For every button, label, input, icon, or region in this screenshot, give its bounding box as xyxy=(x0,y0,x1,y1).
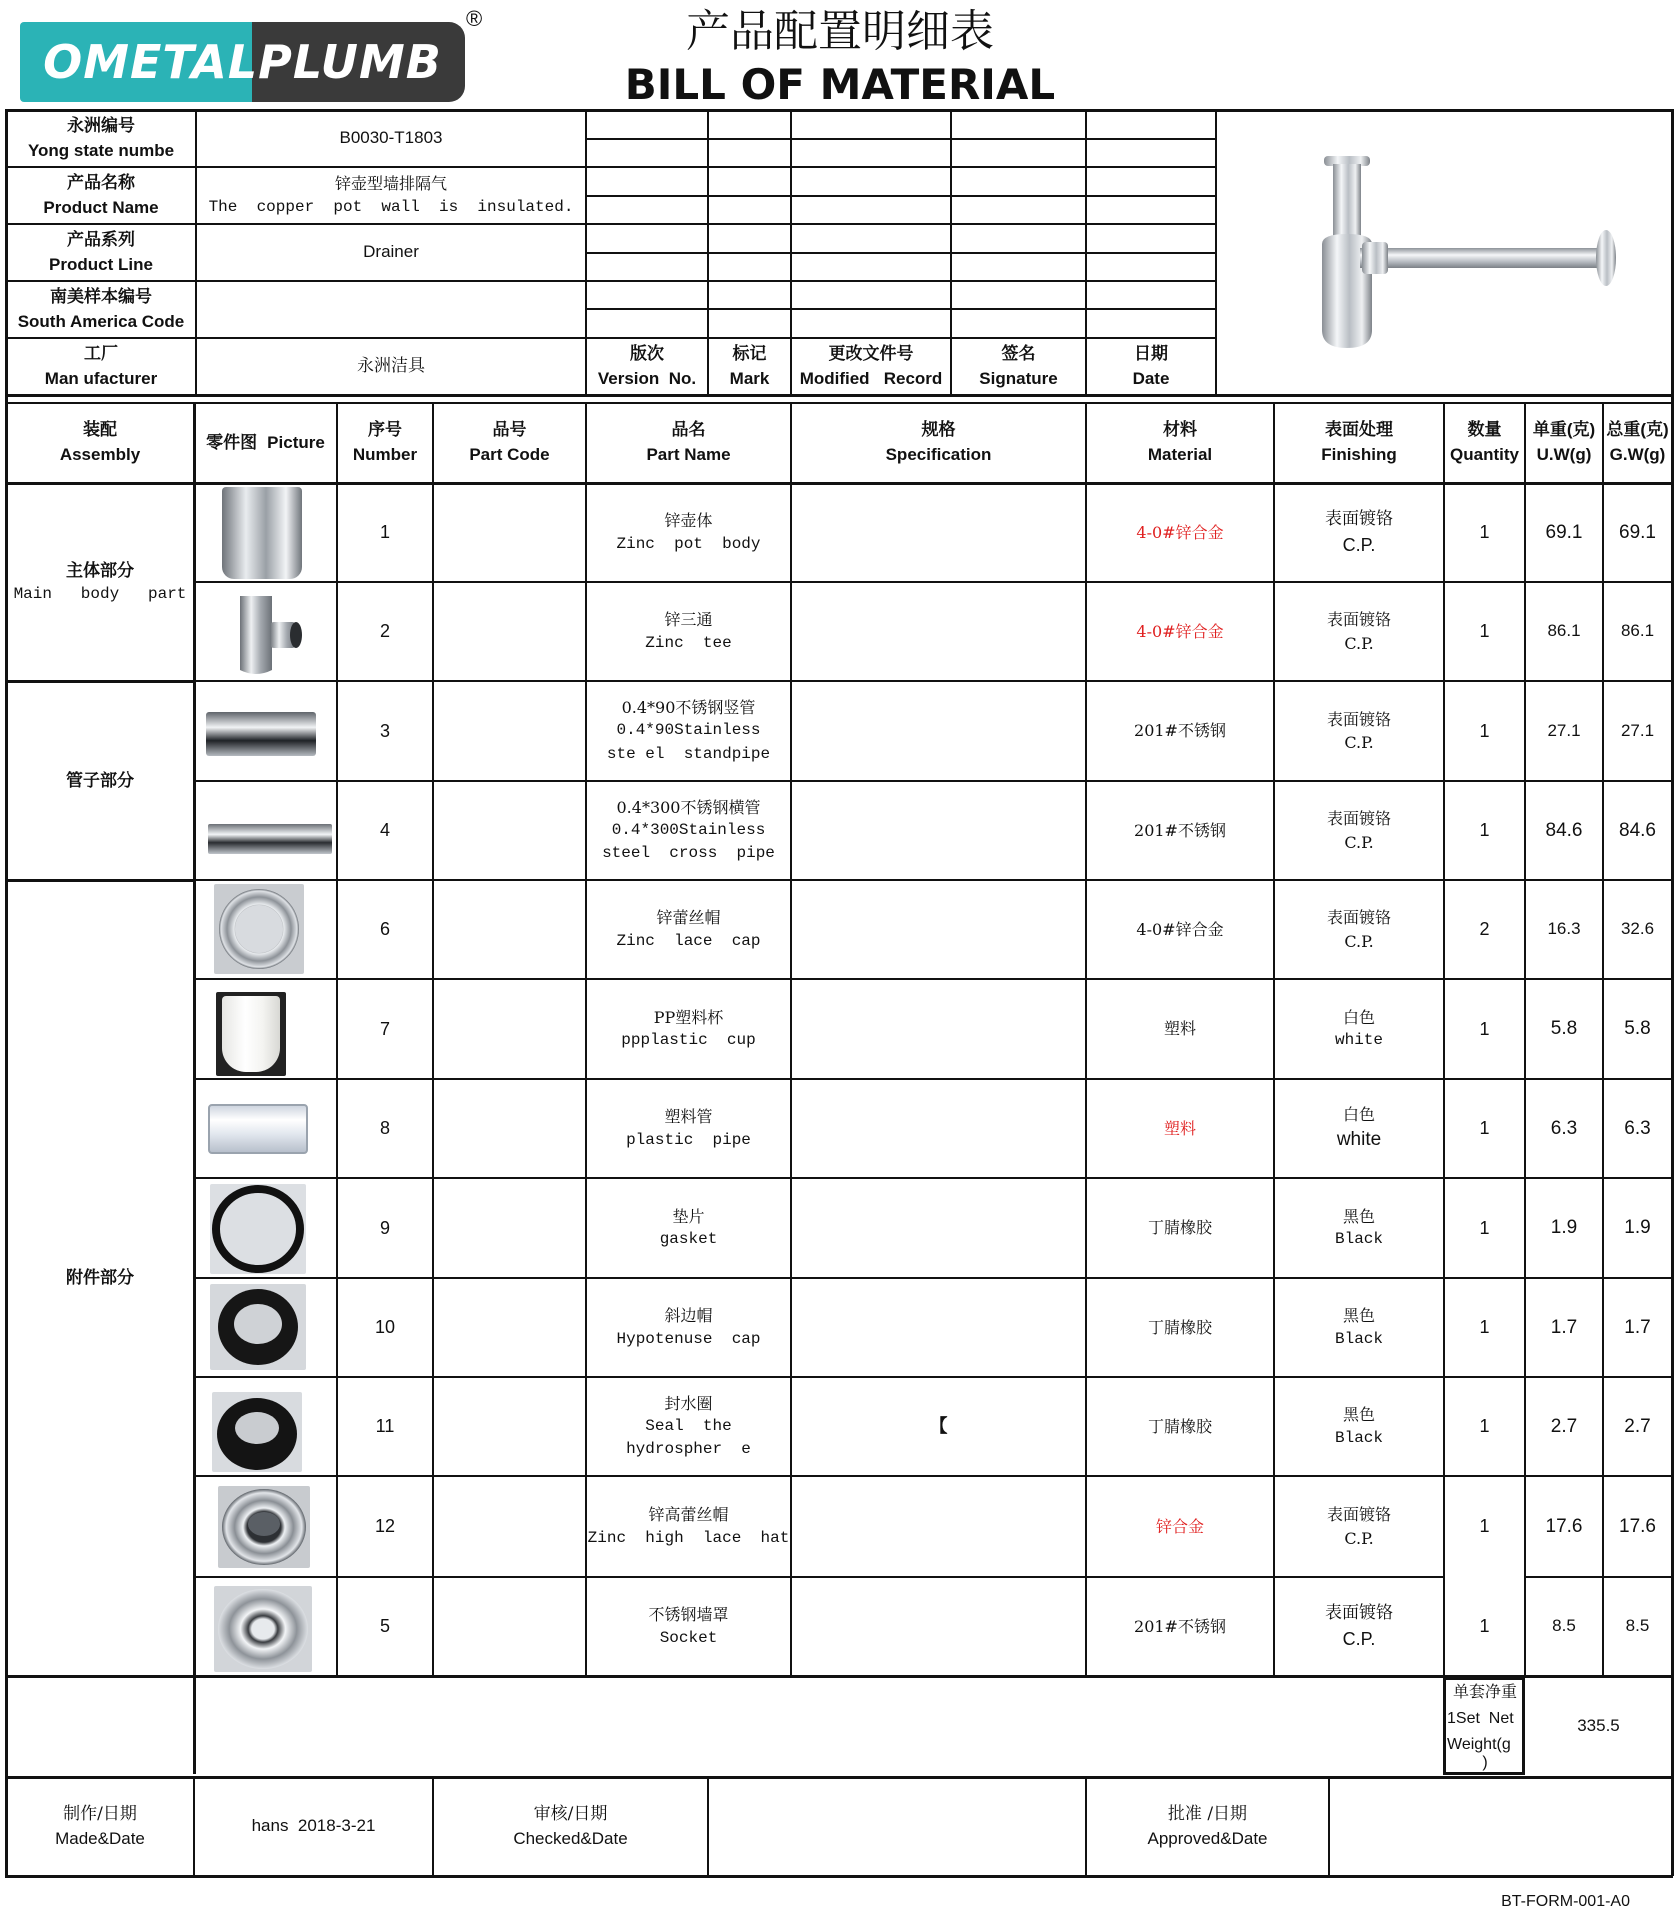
row-part-code xyxy=(434,1378,585,1475)
row-material: 丁腈橡胶 xyxy=(1147,1218,1212,1238)
footer-made-label: 制作/日期 Made&Date xyxy=(55,1803,145,1848)
row-spec xyxy=(792,583,1085,680)
logo-text-right: PLUMB xyxy=(258,35,442,89)
row-material: 锌合金 xyxy=(1155,1516,1204,1536)
row-part-code xyxy=(434,1279,585,1376)
row-part-name: 锌高蕾丝帽 Zinc high lace hat xyxy=(587,1505,790,1547)
row-gross-weight: 6.3 xyxy=(1624,1117,1651,1139)
row-quantity: 1 xyxy=(1479,522,1490,543)
row-unit-weight: 6.3 xyxy=(1550,1117,1578,1139)
row-material: 201#不锈钢 xyxy=(1134,820,1226,840)
product-photo xyxy=(1300,150,1630,370)
row-number: 8 xyxy=(379,1118,390,1139)
row-unit-weight: 2.7 xyxy=(1550,1415,1578,1437)
row-part-code xyxy=(434,881,585,978)
row-finishing: 白色 white xyxy=(1334,1007,1383,1049)
footer-made-value: hans 2018-3-21 xyxy=(251,1816,376,1836)
form-code: BT-FORM-001-A0 xyxy=(1501,1893,1630,1910)
row-unit-weight: 1.9 xyxy=(1550,1217,1578,1239)
row-number: 10 xyxy=(374,1317,396,1338)
row-number: 7 xyxy=(379,1018,390,1039)
row-part-code xyxy=(434,1080,585,1177)
row-spec xyxy=(792,1477,1085,1576)
row-part-name: 锌壶体 Zinc pot body xyxy=(616,511,761,553)
col-material: 材料 Material xyxy=(1147,420,1213,464)
col-finishing: 表面处理 Finishing xyxy=(1321,420,1397,464)
title-en: BILL OF MATERIAL xyxy=(624,59,1056,109)
group-accessories: 附件部分 xyxy=(66,1268,134,1288)
value-manufacturer: 永洲洁具 xyxy=(357,356,425,377)
row-number: 11 xyxy=(375,1416,395,1437)
footer-checked-label: 审核/日期 Checked&Date xyxy=(513,1803,628,1848)
row-spec xyxy=(792,881,1085,978)
row-gross-weight: 86.1 xyxy=(1620,621,1655,641)
col-part-name: 品名 Part Name xyxy=(646,420,731,464)
row-spec: 【 xyxy=(929,1416,948,1437)
part-picture xyxy=(214,1586,312,1672)
row-part-name: 垫片 gasket xyxy=(659,1206,718,1248)
footer-approved-value xyxy=(1330,1778,1671,1875)
row-part-code xyxy=(434,583,585,680)
part-picture xyxy=(210,1284,306,1370)
row-part-code xyxy=(434,1179,585,1277)
row-spec xyxy=(792,1279,1085,1376)
row-gross-weight: 1.7 xyxy=(1624,1316,1651,1338)
row-gross-weight: 27.1 xyxy=(1620,720,1655,740)
row-material: 塑料 xyxy=(1163,1118,1196,1138)
col-gross-weight: 总重(克) G.W(g) xyxy=(1606,420,1669,464)
label-south-america-code: 南美样本编号 South America Code xyxy=(17,286,185,331)
row-finishing: 黑色 Black xyxy=(1334,1306,1383,1348)
part-picture xyxy=(218,1486,310,1568)
row-material: 201#不锈钢 xyxy=(1134,721,1226,741)
col-assembly: 装配 Assembly xyxy=(59,420,141,464)
row-gross-weight: 84.6 xyxy=(1619,819,1656,841)
row-part-code xyxy=(434,782,585,879)
row-part-code xyxy=(434,980,585,1078)
row-quantity: 1 xyxy=(1479,1416,1490,1437)
row-part-name: 不锈钢墙罩 Socket xyxy=(648,1605,729,1647)
row-spec xyxy=(792,980,1085,1078)
row-number: 3 xyxy=(379,720,390,741)
row-number: 2 xyxy=(379,621,390,642)
logo-text-left: OMETAL xyxy=(43,35,259,89)
footer-checked-value xyxy=(709,1778,1085,1875)
row-material: 201#不锈钢 xyxy=(1134,1616,1226,1636)
row-part-code xyxy=(434,682,585,780)
row-unit-weight: 5.8 xyxy=(1550,1018,1578,1040)
row-unit-weight: 1.7 xyxy=(1550,1316,1578,1338)
row-part-code xyxy=(434,1477,585,1576)
row-unit-weight: 69.1 xyxy=(1545,521,1583,543)
row-quantity: 1 xyxy=(1479,621,1490,642)
row-number: 12 xyxy=(374,1516,396,1537)
part-picture xyxy=(210,1184,306,1274)
row-part-name: 锌蕾丝帽 Zinc lace cap xyxy=(616,908,761,950)
part-picture-cup xyxy=(222,996,280,1072)
row-gross-weight: 8.5 xyxy=(1625,1616,1650,1636)
revision-signature-header: 签名 Signature xyxy=(979,343,1058,388)
value-product-name: 锌壶型墙排隔气 The copper pot wall is insulated. xyxy=(208,174,574,216)
col-number: 序号 Number xyxy=(352,420,418,464)
row-number: 4 xyxy=(379,820,390,841)
row-part-name: 封水圈 Seal the hydrospher e xyxy=(626,1393,751,1459)
row-spec xyxy=(792,1179,1085,1277)
row-quantity: 1 xyxy=(1479,1616,1490,1637)
row-unit-weight: 84.6 xyxy=(1545,819,1583,841)
part-picture xyxy=(208,824,332,854)
row-material: 塑料 xyxy=(1163,1019,1196,1039)
row-material: 4-0#锌合金 xyxy=(1136,919,1224,939)
row-quantity: 1 xyxy=(1479,820,1490,841)
label-manufacturer: 工厂 Man ufacturer xyxy=(44,343,158,388)
group-pipe: 管子部分 xyxy=(66,770,134,790)
revision-modified-header: 更改文件号 Modified Record xyxy=(799,343,943,388)
row-part-name: 塑料管 plastic pipe xyxy=(626,1107,751,1149)
row-finishing: 黑色 Black xyxy=(1334,1206,1383,1248)
row-part-name: 锌三通 Zinc tee xyxy=(645,610,732,652)
row-part-name: 斜边帽 Hypotenuse cap xyxy=(616,1306,761,1348)
part-picture xyxy=(208,1104,308,1154)
part-picture xyxy=(222,487,302,579)
row-finishing: 表面镀铬 C.P. xyxy=(1325,1603,1393,1649)
row-material: 4-0#锌合金 xyxy=(1136,621,1224,641)
value-south-america-code xyxy=(197,282,585,337)
row-spec xyxy=(792,1578,1085,1675)
row-unit-weight: 16.3 xyxy=(1547,919,1581,939)
col-specification: 规格 Specification xyxy=(885,420,992,464)
col-unit-weight: 单重(克) U.W(g) xyxy=(1532,420,1596,464)
value-yong-state-no: B0030-T1803 xyxy=(339,128,443,148)
row-finishing: 表面镀铬 C.P. xyxy=(1326,709,1391,752)
row-quantity: 1 xyxy=(1479,1317,1490,1338)
row-unit-weight: 86.1 xyxy=(1547,621,1581,641)
row-gross-weight: 2.7 xyxy=(1624,1415,1651,1437)
row-number: 1 xyxy=(379,522,390,543)
row-unit-weight: 8.5 xyxy=(1552,1616,1576,1636)
row-finishing: 黑色 Black xyxy=(1334,1405,1383,1447)
value-product-line: Drainer xyxy=(363,242,419,262)
label-product-name: 产品名称 Product Name xyxy=(43,172,159,217)
row-gross-weight: 69.1 xyxy=(1619,521,1656,543)
footer-approved-label: 批准 /日期 Approved&Date xyxy=(1147,1803,1268,1848)
row-part-name: 0.4*300不锈钢横管 0.4*300Stainless steel cross pipe xyxy=(602,797,775,863)
row-gross-weight: 5.8 xyxy=(1624,1018,1651,1040)
revision-version-header: 版次 Version No. xyxy=(597,343,697,388)
row-number: 5 xyxy=(379,1616,390,1637)
row-finishing: 表面镀铬 C.P. xyxy=(1325,509,1393,555)
part-picture xyxy=(214,884,304,974)
part-picture xyxy=(220,588,310,678)
title-cn: 产品配置明细表 xyxy=(686,6,994,58)
row-spec xyxy=(792,484,1085,581)
row-part-name: PP塑料杯 ppplastic cup xyxy=(621,1007,756,1049)
label-product-line: 产品系列 Product Line xyxy=(49,229,153,274)
col-quantity: 数量 Quantity xyxy=(1450,420,1519,464)
row-gross-weight: 17.6 xyxy=(1619,1515,1656,1537)
row-finishing: 表面镀铬 C.P. xyxy=(1326,1505,1391,1548)
row-number: 6 xyxy=(379,919,390,940)
row-material: 丁腈橡胶 xyxy=(1147,1416,1212,1436)
row-spec xyxy=(792,782,1085,879)
row-material: 丁腈橡胶 xyxy=(1147,1317,1212,1337)
row-number: 9 xyxy=(379,1217,390,1238)
col-part-code: 品号 Part Code xyxy=(469,420,550,464)
group-main-body: 主体部分 Main body part xyxy=(13,560,187,604)
row-finishing: 表面镀铬 C.P. xyxy=(1326,908,1391,951)
row-gross-weight: 32.6 xyxy=(1620,919,1655,939)
row-finishing: 表面镀铬 C.P. xyxy=(1326,809,1391,852)
row-finishing: 白色 white xyxy=(1336,1105,1382,1151)
row-quantity: 1 xyxy=(1479,720,1490,741)
net-weight-value: 335.5 xyxy=(1577,1715,1620,1735)
row-spec xyxy=(792,1080,1085,1177)
col-picture: 零件图 Picture xyxy=(206,432,325,452)
label-yong-state-no: 永洲编号 Yong state numbe xyxy=(27,115,175,160)
row-quantity: 1 xyxy=(1479,1118,1490,1139)
row-quantity: 2 xyxy=(1479,919,1490,940)
part-picture xyxy=(206,712,316,756)
row-part-code xyxy=(434,1578,585,1675)
company-logo xyxy=(20,22,465,102)
row-quantity: 1 xyxy=(1479,1217,1490,1238)
revision-mark-header: 标记 Mark xyxy=(729,343,770,388)
revision-date-header: 日期 Date xyxy=(1132,343,1170,388)
net-weight-label: 单套净重 1Set Net Weight(g ) xyxy=(1447,1684,1517,1771)
registered-mark: ® xyxy=(466,6,483,31)
row-gross-weight: 1.9 xyxy=(1624,1217,1651,1239)
row-finishing: 表面镀铬 C.P. xyxy=(1326,610,1391,653)
part-picture xyxy=(212,1392,302,1472)
row-unit-weight: 17.6 xyxy=(1545,1515,1583,1537)
row-unit-weight: 27.1 xyxy=(1547,720,1581,740)
row-part-code xyxy=(434,484,585,581)
row-material: 4-0#锌合金 xyxy=(1136,522,1224,542)
row-quantity: 1 xyxy=(1479,1516,1490,1537)
row-quantity: 1 xyxy=(1479,1018,1490,1039)
row-spec xyxy=(792,682,1085,780)
row-part-name: 0.4*90不锈钢竖管 0.4*90Stainless ste el standpipe xyxy=(606,698,771,763)
